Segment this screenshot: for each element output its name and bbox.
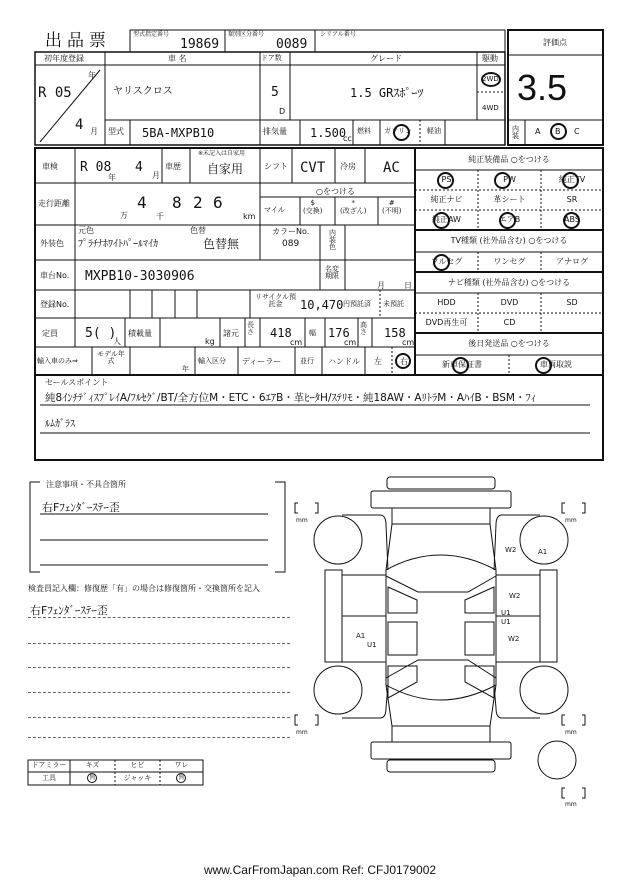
transfer-day-unit: 日: [404, 281, 412, 290]
height-unit: cm: [402, 338, 415, 347]
drive-2wd: 2WD: [482, 75, 499, 83]
inspection-year: R 08: [80, 160, 112, 175]
mileage-sen-unit: 千: [156, 212, 164, 221]
damage-mark: W2: [508, 635, 520, 643]
doors: 5: [271, 85, 279, 100]
color-change-label: 色替: [190, 226, 206, 235]
equip-aw: 純正AW: [432, 215, 461, 224]
tv-oneseg: ワンセグ: [493, 257, 526, 266]
import-dealer: ディーラー: [242, 357, 282, 366]
equip-tv: 純正TV: [558, 175, 586, 184]
later-manual: 車両取説: [540, 360, 572, 369]
capacity: 5( ): [85, 326, 117, 341]
doors-label: ドア数: [261, 54, 282, 62]
import-label: 輸入車のみ⇒: [37, 357, 78, 365]
model-label: 型式: [108, 127, 124, 136]
class-no: 0089: [276, 37, 308, 52]
import-type-label: 輸入区分: [198, 357, 226, 365]
spec-label: 諸元: [223, 329, 239, 338]
transfer-month-unit: 月: [377, 281, 385, 290]
chassis-label: 車台No.: [40, 271, 70, 280]
interior-color-label: 内装色: [329, 229, 336, 251]
mileage-km-unit: km: [243, 212, 256, 221]
form-title: 出品票: [45, 31, 111, 51]
sales-line-1: 純8ｲﾝﾁﾃﾞｨｽﾌﾟﾚｲA/ﾌﾙｾｸﾞ/BT/全方位M・ETC・6ｴｱB・革ﾋｰﾀH/ｽﾃﾘﾓ・純18AW・AﾘﾄﾗM・AﾊｲB・BSM・ﾌｨ: [45, 392, 536, 404]
model-year-unit: 年: [182, 365, 189, 373]
reg-month-unit: 月: [90, 127, 98, 136]
damage-mark: A1: [538, 548, 548, 556]
doors-unit: D: [279, 107, 286, 116]
history-note: ※未記入は自家用: [198, 150, 246, 157]
interior-c: C: [574, 127, 580, 136]
history-label: 車歴: [165, 162, 181, 171]
selected-circle: [395, 353, 411, 369]
history: 自家用: [207, 162, 244, 176]
fuel-gasoline: ガソリン: [384, 127, 412, 135]
selected-circle: [481, 72, 501, 87]
mark-exchange: $ (交換): [303, 199, 323, 215]
navi-cd: CD: [503, 318, 516, 327]
misc-tools-value: 無: [89, 774, 96, 781]
shift: CVT: [300, 160, 326, 176]
length: 418: [270, 326, 292, 340]
score-value: 3.5: [517, 67, 568, 108]
recycle-amount: 10,470: [300, 298, 344, 312]
selected-circle: [433, 212, 450, 229]
model-year-label: モデル年式: [97, 350, 125, 365]
equip-navi: 純正ナビ: [430, 195, 463, 204]
selected-circle: [499, 212, 516, 229]
selected-circle: [393, 124, 410, 141]
selected-circle: [562, 172, 579, 189]
damage-mark: W2: [509, 592, 521, 600]
chassis-no: MXPB10-3030906: [85, 269, 195, 284]
type-no-label: 型式指定番号: [133, 31, 170, 38]
misc-crack: ヒビ: [130, 761, 145, 769]
navi-header: ナビ種類 (社外品含む) ○をつける: [447, 278, 571, 287]
handle-label: ハンドル: [328, 357, 360, 366]
selected-circle: [433, 254, 450, 271]
equip-ps: PS: [441, 175, 452, 184]
not-deposited: 未預託: [383, 300, 404, 308]
notes-text: 右Fﾌｪﾝﾀﾞｰｽﾃｰ歪: [42, 501, 120, 514]
mileage-man-unit: 万: [120, 211, 128, 220]
navi-hdd: HDD: [437, 298, 456, 307]
tire-depth-unit: mm: [565, 801, 577, 808]
score-label: 評価点: [543, 38, 567, 47]
grade-label: グレード: [370, 54, 402, 63]
inspector-text: 右Fﾌｪﾝﾀﾞｰｽﾃｰ歪: [30, 604, 108, 617]
tv-analog: アナログ: [556, 257, 588, 266]
handle-right: 右: [400, 357, 408, 366]
recycle-unit: 円預託済: [343, 300, 371, 308]
tv-header: TV種類 (社外品含む) ○をつける: [450, 236, 568, 245]
navi-sd: SD: [566, 298, 578, 307]
handle-left: 左: [374, 357, 382, 366]
damage-mark: U1: [367, 641, 377, 649]
tire-depth-unit: mm: [296, 729, 308, 736]
displacement: 1.500: [310, 126, 347, 140]
car-name-label: 車 名: [168, 54, 187, 63]
damage-mark: U1: [501, 618, 511, 626]
misc-tools: 工具: [42, 774, 56, 782]
mileage-digit: 6: [213, 193, 223, 212]
width-unit: cm: [344, 338, 357, 347]
height: 158: [384, 326, 406, 340]
shift-label: シフト: [264, 162, 288, 171]
car-name: ヤリスクロス: [113, 86, 173, 97]
selected-circle: [452, 357, 469, 374]
equip-leather: 革シート: [493, 195, 526, 204]
capacity-unit: 人: [113, 337, 121, 346]
color-no: 089: [282, 239, 300, 249]
sales-line-2: ﾙﾑｶﾞﾗｽ: [45, 419, 75, 430]
capacity-label: 定員: [42, 329, 58, 338]
interior-a: A: [535, 127, 541, 136]
grade: 1.5 GRｽﾎﾟｰﾂ: [350, 86, 424, 100]
load-unit: kg: [205, 337, 215, 346]
inspection-year-unit: 年: [108, 173, 116, 182]
type-no: 19869: [180, 37, 220, 52]
selected-circle: [176, 773, 186, 783]
mileage-mark-note: ○をつける: [316, 187, 355, 196]
tire-depth-unit: mm: [565, 729, 577, 736]
equip-airbag: エアB: [498, 215, 521, 224]
width-label: 幅: [309, 329, 316, 337]
orig-color: ﾌﾟﾗﾁﾅﾎﾜｲﾄﾊﾟｰﾙﾏｲｶ: [78, 239, 158, 250]
disp-unit: cc: [343, 134, 352, 143]
tire-depth-unit: mm: [565, 517, 577, 524]
mileage-digit: 2: [193, 193, 203, 212]
navi-dvd: DVD: [500, 298, 519, 307]
mark-unknown: # (不明): [382, 199, 402, 215]
interior-b: B: [555, 127, 561, 136]
color-change: 色替無: [203, 237, 240, 251]
selected-circle: [494, 172, 511, 189]
load-label: 積載量: [128, 329, 152, 338]
mark-mile: マイル: [264, 206, 285, 214]
mileage-label: 走行距離: [38, 199, 70, 208]
later-header: 後日発送品 ○をつける: [468, 339, 550, 348]
inspection-label: 車検: [42, 162, 58, 171]
navi-dvd-play: DVD再生可: [425, 318, 468, 327]
fuel-label: 燃料: [357, 127, 371, 135]
misc-mirror: ドアミラー: [31, 761, 67, 769]
car-damage-diagram: [290, 470, 600, 820]
inspector-label: 検査員記入欄：修復歴「有」の場合は修復箇所・交換箇所を記入: [28, 584, 260, 593]
reg-label: 初年度登録: [44, 54, 84, 63]
class-no-label: 類別区分番号: [228, 31, 265, 38]
disp-label: 排気量: [263, 127, 287, 136]
diesel-label: 軽油: [427, 127, 441, 135]
equip-pw: PW: [503, 175, 516, 184]
serial-label: シリアル番号: [320, 31, 356, 38]
misc-jack-value: 無: [178, 774, 185, 781]
selected-circle: [437, 172, 454, 189]
later-warranty: 新車保証書: [442, 360, 482, 369]
length-label: 長さ: [247, 321, 254, 336]
ac-label: 冷房: [340, 162, 356, 171]
selected-circle: [563, 212, 580, 229]
reg-year: R 05: [38, 85, 72, 101]
damage-mark: W2: [505, 546, 517, 554]
equip-sr: SR: [566, 195, 578, 204]
inspection-month-unit: 月: [152, 171, 160, 180]
inspection-month: 4: [135, 160, 143, 175]
drive-label: 駆動: [482, 54, 498, 63]
mileage-digit: 8: [172, 193, 182, 212]
misc-break: ワレ: [174, 761, 189, 769]
color-no-label: カラーNo.: [272, 227, 310, 236]
tire-depth-unit: mm: [296, 517, 308, 524]
misc-scratch: キズ: [85, 761, 100, 769]
registration-label: 登録No.: [40, 300, 70, 309]
footer-ref: www.CarFromJapan.com Ref: CFJ0179002: [203, 863, 437, 877]
mark-tampered: * (改ざん): [340, 199, 367, 215]
equip-abs: ABS: [564, 215, 580, 224]
misc-jack: ジャッキ: [123, 774, 152, 782]
damage-mark: U1: [501, 609, 511, 617]
selected-circle: [535, 357, 552, 374]
notes-label: 注意事項・不具合箇所: [46, 480, 126, 489]
length-unit: cm: [290, 338, 303, 347]
equipment-header: 純正装備品 ○をつける: [468, 155, 550, 164]
height-label: 高さ: [360, 321, 367, 336]
ac: AC: [383, 160, 400, 176]
model: 5BA-MXPB10: [142, 126, 215, 140]
selected-circle: [87, 773, 97, 783]
interior-label: 内装: [512, 125, 519, 140]
mileage-thousand-digit: 4: [137, 193, 147, 212]
reg-year-unit: 年: [88, 71, 96, 80]
width: 176: [328, 326, 350, 340]
import-parallel: 並行: [300, 357, 314, 365]
color-label: 外装色: [40, 239, 64, 248]
damage-mark: A1: [356, 632, 366, 640]
selected-circle: [550, 123, 567, 140]
drive-4wd: 4WD: [482, 104, 499, 112]
recycle-label: リサイクル預託金: [254, 293, 297, 308]
reg-month: 4: [75, 117, 84, 133]
transfer-label: 名変期限: [325, 265, 339, 280]
tv-fullseg: フルセグ: [430, 257, 463, 266]
sales-label: セールスポイント: [45, 378, 109, 387]
orig-color-label: 元色: [78, 226, 94, 235]
